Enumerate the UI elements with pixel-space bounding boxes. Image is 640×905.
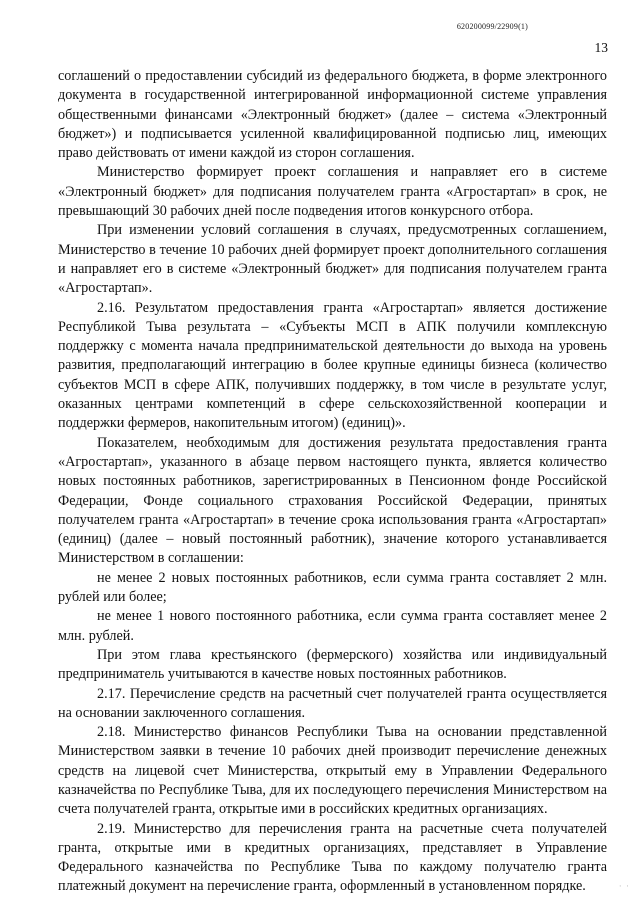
paragraph-2-18: 2.18. Министерство финансов Республики Тыва на основании представленной Министерством заявки в течение 10 рабочих дней производит перечисление денежных средств на лицевой счет Министерства, открытый ему в Управлении Федерального казначейства по Республике Тыва, для их последующего перечисления Министерством на счета получателей гранта, открытые ими в российских кредитных организациях.: [58, 724, 607, 818]
paragraph-conditions-change: При изменении условий соглашения в случаях, предусмотренных соглашением, Министерство в течение 10 рабочих дней формирует проект дополнительного соглашения и направляет его в системе «Электронный бюджет» для подписания получателем гранта «Агростартап».: [58, 222, 607, 297]
paragraph-ministry-draft: Министерство формирует проект соглашения и направляет его в системе «Электронный бюджет» для подписания получателем гранта «Агростартап» в срок, не превышающий 30 рабочих дней после подведения итогов конкурсного отбора.: [58, 164, 607, 220]
paragraph-min-two-workers: не менее 2 новых постоянных работников, если сумма гранта составляет 2 млн. рублей или более;: [58, 569, 607, 606]
page-number: 13: [594, 40, 608, 55]
paragraph-2-17: 2.17. Перечисление средств на расчетный счет получателей гранта осуществляется на основании заключенного соглашения.: [58, 685, 607, 721]
paragraph-indicator: Показателем, необходимым для достижения результата предоставления гранта «Агростартап», указанного в абзаце первом настоящего пункта, является количество новых постоянных работников, зарегистрированных в Пенсионном фонде Российской Федерации, Фонде социального страхования Российской Федерации, принятых получателем гранта «Агростартап» в течение срока использования гранта «Агростартап» (единиц) (далее – новый постоянный работник), значение которого устанавливается Министерством в соглашении:: [58, 434, 607, 567]
document-id: 620200099/22909(1): [456, 22, 528, 31]
document-body: [58, 67, 607, 897]
paragraph-head-of-farm: При этом глава крестьянского (фермерского) хозяйства или индивидуальный предприниматель учитываются в качестве новых постоянных работников.: [58, 646, 607, 683]
paragraph-2-16: 2.16. Результатом предоставления гранта «Агростартап» является достижение Республикой Тыва результата – «Субъекты МСП в АПК получили комплексную поддержку с момента начала предпринимательской деятельности до выхода на уровень развития, предполагающий интеграцию в более крупные единицы бизнеса (количество субъектов МСП в сфере АПК, получивших поддержку, в том числе в результате услуг, оказанных центрами компетенций в сфере сельскохозяйственной кооперации и поддержки фермеров, накопительным итогом) (единиц)».: [58, 299, 607, 432]
paragraph-continuation: соглашений о предоставлении субсидий из федерального бюджета, в форме электронного документа в государственной интегрированной информационной системе управления общественными финансами «Электронный бюджет» (далее – система «Электронный бюджет») и подписывается усиленной квалифицированной подписью лиц, имеющих право действовать от имени каждой из сторон соглашения.: [58, 68, 607, 162]
paragraph-2-19: 2.19. Министерство для перечисления гранта на расчетные счета получателей гранта, открытые ими в кредитных организациях, представляет в Управление Федерального казначейства по Республике Тыва по каждому получателю гранта платежный документ на перечисление гранта, оформленный в установленном порядке.: [58, 820, 607, 895]
paragraph-min-one-worker: не менее 1 нового постоянного работника, если сумма гранта составляет менее 2 млн. рублей.: [58, 608, 607, 644]
scan-artifact: · ·: [618, 881, 630, 891]
